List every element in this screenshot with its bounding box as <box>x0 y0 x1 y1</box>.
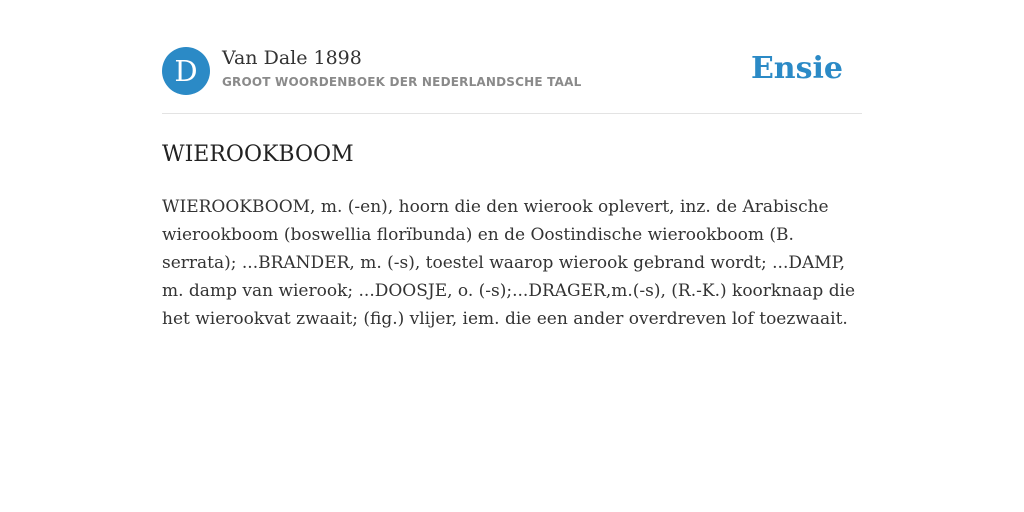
dictionary-brand[interactable] <box>222 46 581 89</box>
ensie-logo[interactable]: Ensie <box>750 51 843 86</box>
dictionary-subtitle: GROOT WOORDENBOEK DER NEDERLANDSCHE TAAL <box>222 75 582 89</box>
entry-title: WIEROOKBOOM <box>162 142 354 167</box>
dictionary-header <box>162 46 862 114</box>
entry-definition: WIEROOKBOOM, m. (-en), hoorn die den wierook oplevert, inz. de Arabische wierookboom (boswellia florïbunda) en de Oostindische wierookboom (B. serrata); ...BRANDER, m. (-s), toestel waarop wierook gebrand wordt; ...DAMP, m. damp van wierook; ...DOOSJE, o. (-s);...DRAGER,m.(-s), (R.-K.) koorknaap die het wierookvat zwaait; (fig.) vlijer, iem. die een ander overdreven lof toezwaait. <box>162 197 856 329</box>
dictionary-title[interactable]: Van Dale 1898 <box>222 47 362 69</box>
dictionary-avatar[interactable]: D <box>162 47 210 95</box>
content-container <box>162 46 862 333</box>
